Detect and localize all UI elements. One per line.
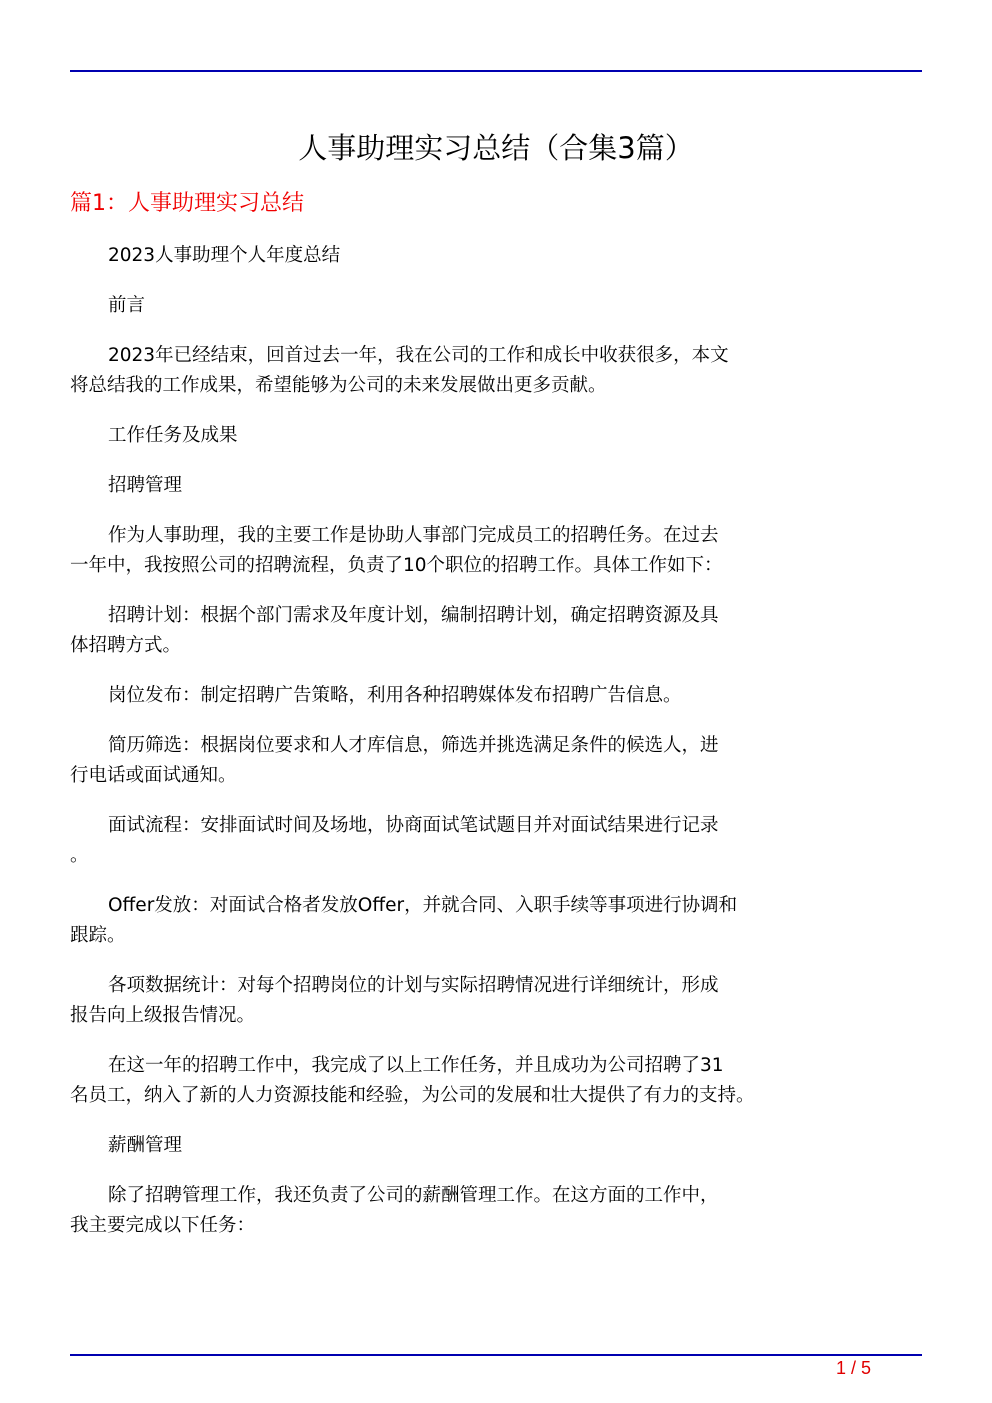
paragraph [70, 1131, 830, 1161]
paragraph [70, 601, 830, 661]
paragraph-line: 作为人事助理，我的主要工作是协助人事部门完成员工的招聘任务。在过去 [108, 525, 719, 546]
document-body [70, 241, 830, 1261]
paragraph [70, 521, 830, 581]
paragraph-line: 除了招聘管理工作，我还负责了公司的薪酬管理工作。在这方面的工作中， [108, 1185, 719, 1206]
paragraph [70, 291, 830, 321]
paragraph [70, 241, 830, 271]
paragraph [70, 811, 830, 871]
paragraph-line: 招聘管理 [108, 475, 183, 496]
paragraph-line: 2023人事助理个人年度总结 [108, 245, 341, 266]
footer-rule [70, 1354, 922, 1356]
paragraph [70, 421, 830, 451]
page-number: 1 / 5 [836, 1358, 872, 1378]
paragraph-line: 在这一年的招聘工作中，我完成了以上工作任务，并且成功为公司招聘了31 [108, 1055, 724, 1076]
paragraph-line: 招聘计划：根据个部门需求及年度计划，编制招聘计划，确定招聘资源及具 [108, 605, 719, 626]
paragraph [70, 971, 830, 1031]
paragraph-line: 面试流程：安排面试时间及场地，协商面试笔试题目并对面试结果进行记录 [108, 815, 719, 836]
paragraph [70, 471, 830, 501]
header-rule [70, 70, 922, 72]
paragraph-line: 前言 [108, 295, 146, 316]
paragraph-line: 行电话或面试通知。 [70, 765, 237, 786]
paragraph-line: 岗位发布：制定招聘广告策略，利用各种招聘媒体发布招聘广告信息。 [108, 685, 682, 706]
paragraph-line: 一年中，我按照公司的招聘流程，负责了10个职位的招聘工作。具体工作如下： [70, 555, 723, 576]
paragraph-line: 2023年已经结束，回首过去一年，我在公司的工作和成长中收获很多，本文 [108, 345, 729, 366]
document-title: 人事助理实习总结（合集3篇） [298, 131, 694, 165]
paragraph-line: Offer发放：对面试合格者发放Offer，并就合同、入职手续等事项进行协调和 [108, 895, 738, 916]
paragraph-line: 薪酬管理 [108, 1135, 183, 1156]
paragraph-line: 报告向上级报告情况。 [70, 1005, 256, 1026]
paragraph-line: 各项数据统计：对每个招聘岗位的计划与实际招聘情况进行详细统计，形成 [108, 975, 719, 996]
paragraph-line: 工作任务及成果 [108, 425, 238, 446]
paragraph [70, 1051, 830, 1111]
paragraph-line: 我主要完成以下任务： [70, 1215, 256, 1236]
paragraph-line: 名员工，纳入了新的人力资源技能和经验，为公司的发展和壮大提供了有力的支持。 [70, 1085, 755, 1106]
paragraph [70, 1181, 830, 1241]
paragraph [70, 681, 830, 711]
paragraph-line: 将总结我的工作成果，希望能够为公司的未来发展做出更多贡献。 [70, 375, 607, 396]
paragraph-line: 体招聘方式。 [70, 635, 182, 656]
section-heading: 篇1：人事助理实习总结 [70, 191, 304, 216]
paragraph [70, 341, 830, 401]
paragraph-line: 跟踪。 [70, 925, 126, 946]
paragraph [70, 731, 830, 791]
paragraph-line: 。 [70, 845, 89, 866]
paragraph [70, 891, 830, 951]
paragraph-line: 简历筛选：根据岗位要求和人才库信息，筛选并挑选满足条件的候选人，进 [108, 735, 719, 756]
